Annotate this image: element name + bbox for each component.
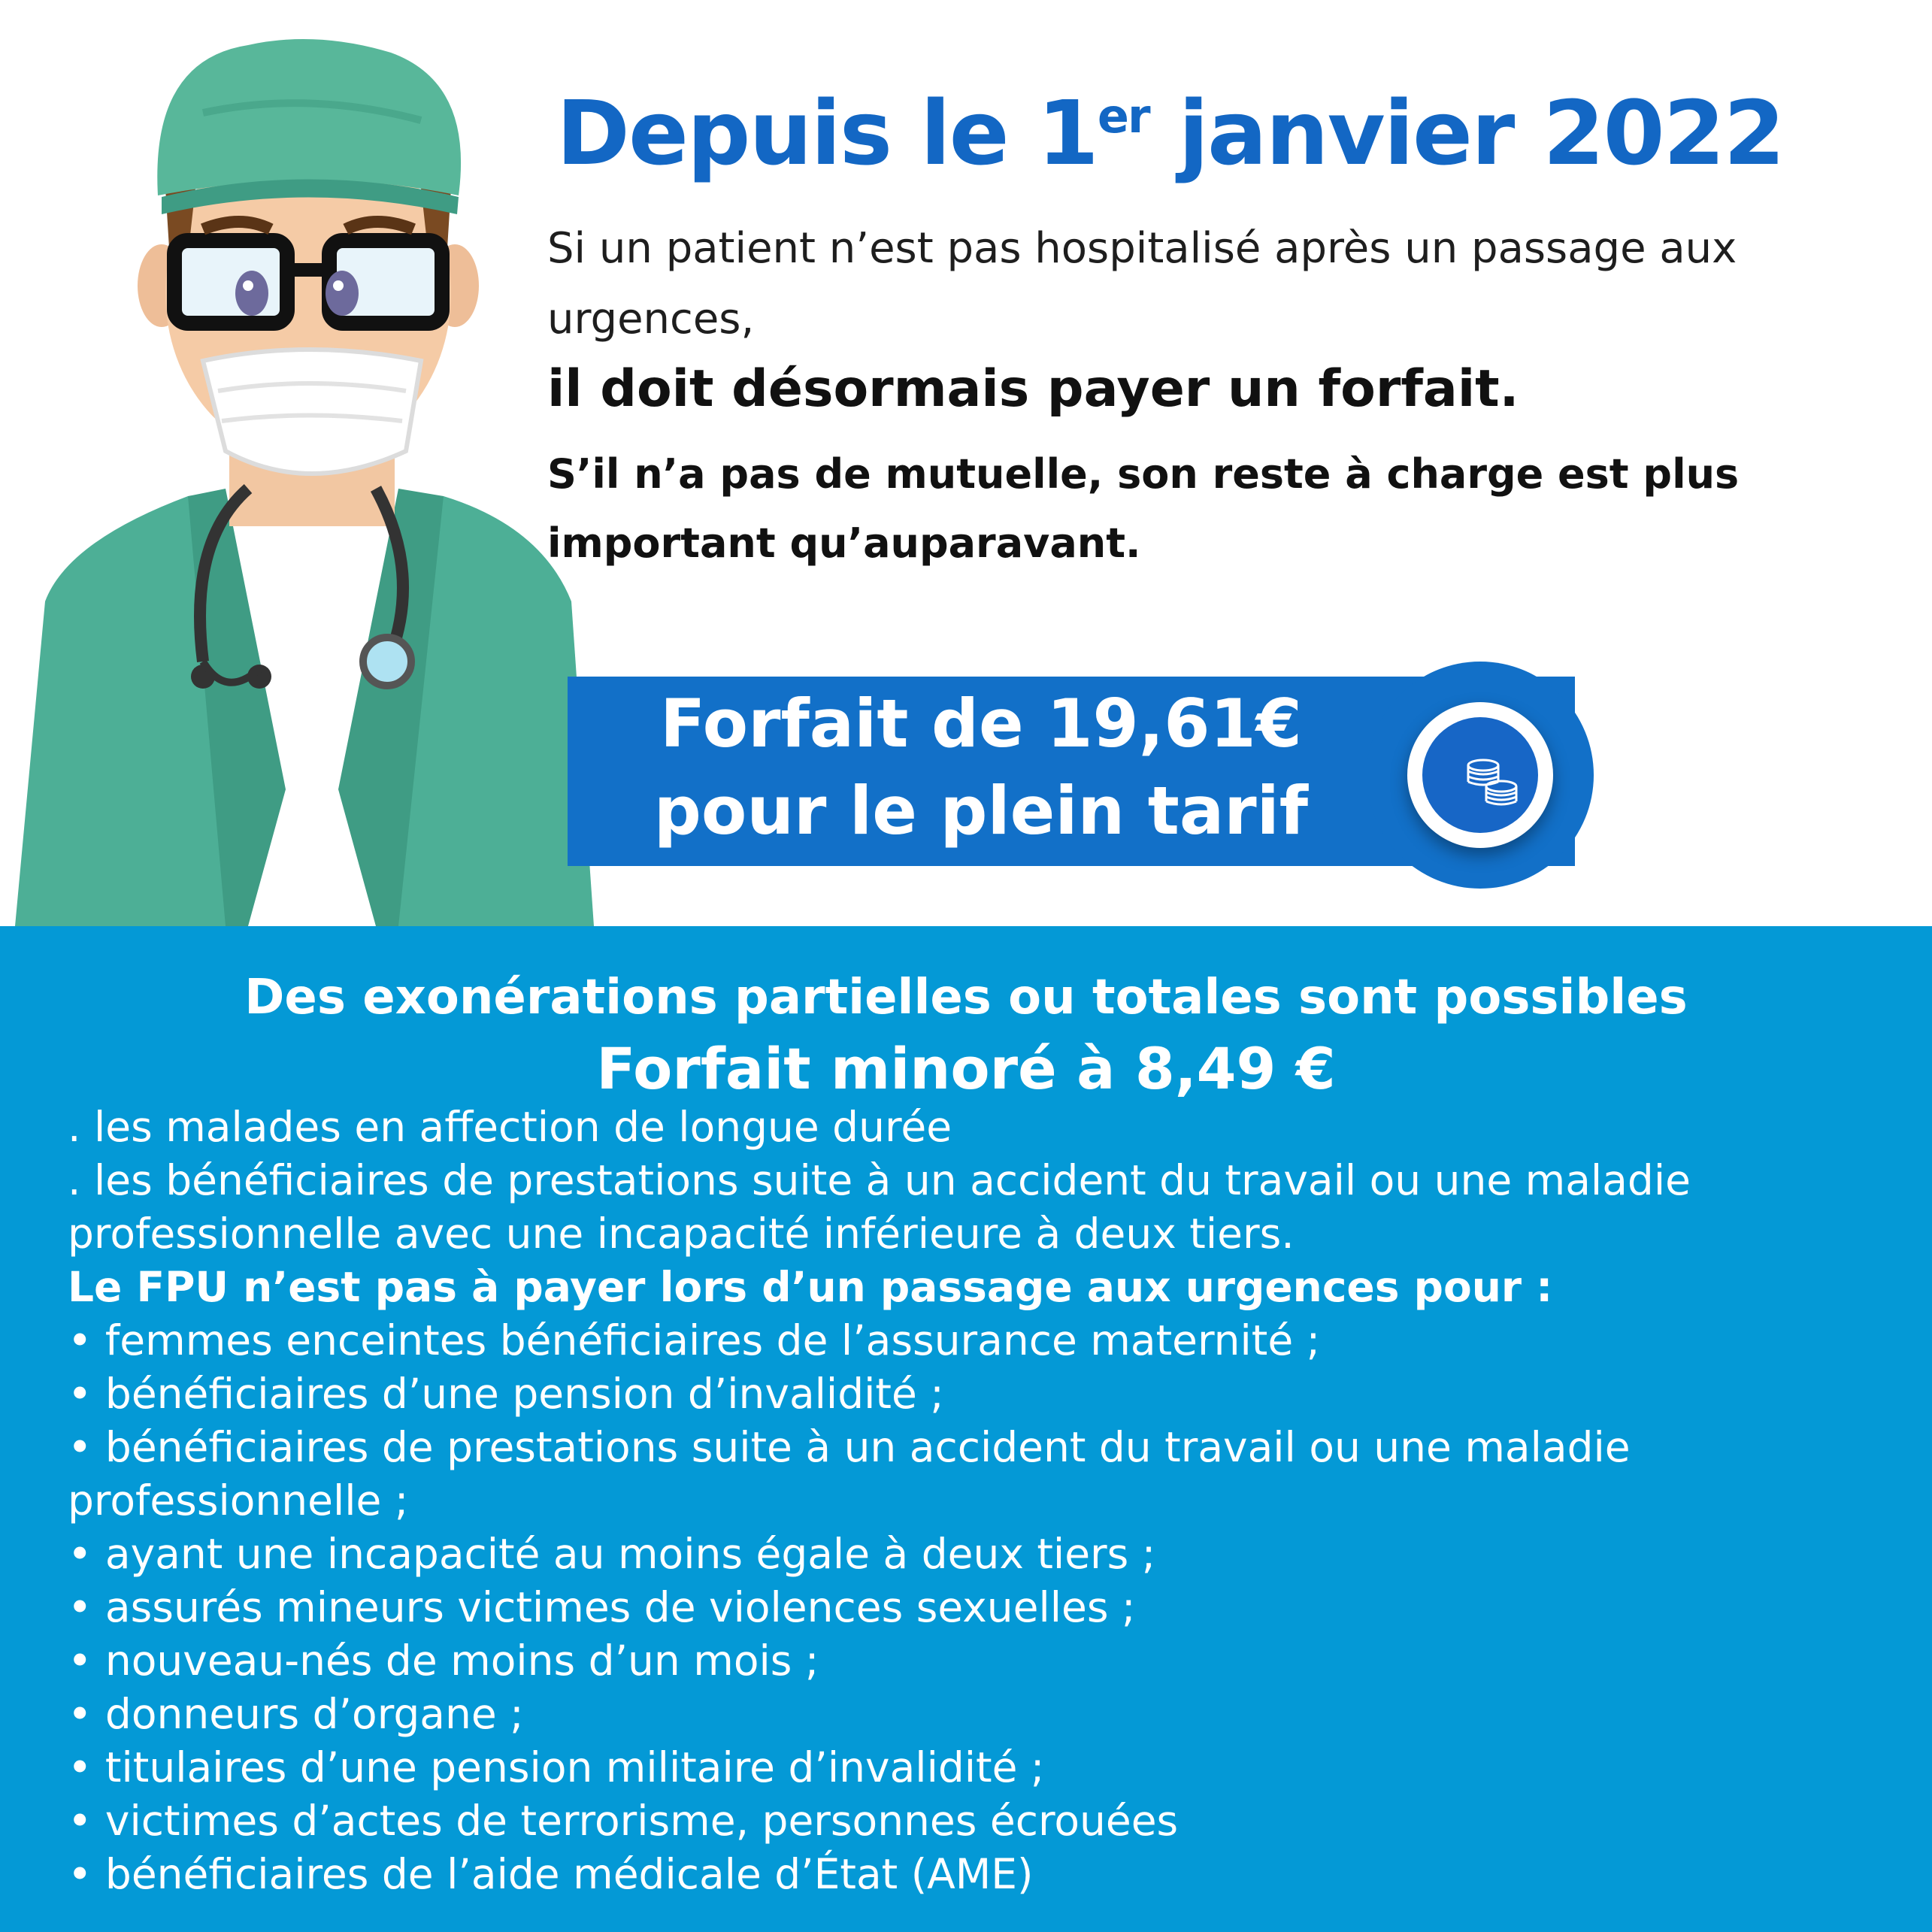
list-item: • donneurs d’organe ; bbox=[68, 1690, 524, 1738]
top-section bbox=[0, 0, 1932, 926]
fpu-heading: Le FPU n’est pas à payer lors d’un passage aux urgences pour : bbox=[68, 1263, 1553, 1311]
list-item: • assurés mineurs victimes de violences sexuelles ; bbox=[68, 1583, 1136, 1631]
coins-icon bbox=[1462, 752, 1522, 812]
price-banner-line1: Forfait de 19,61€ bbox=[660, 685, 1302, 762]
intro-text: Si un patient n’est pas hospitalisé après un passage aux urgences, bbox=[547, 224, 1737, 344]
intro-warning: S’il n’a pas de mutuelle, son reste à charge est plus important qu’auparavant. bbox=[547, 450, 1740, 567]
list-item: • femmes enceintes bénéficiaires de l’assurance maternité ; bbox=[68, 1316, 1321, 1364]
list-item: • bénéficiaires d’une pension d’invalidité ; bbox=[68, 1370, 944, 1418]
intro-strong-statement: il doit désormais payer un forfait. bbox=[547, 359, 1519, 419]
price-banner-line2: pour le plein tarif bbox=[653, 772, 1309, 849]
reduced-fee-heading: Forfait minoré à 8,49 € bbox=[596, 1035, 1336, 1102]
price-banner-text bbox=[620, 680, 1342, 855]
list-item: . les malades en affection de longue durée bbox=[68, 1103, 952, 1151]
list-item: • bénéficiaires de prestations suite à un accident du travail ou une maladie professionnelle ; bbox=[68, 1423, 1644, 1525]
page-title: Depuis le 1er janvier 2022 bbox=[556, 81, 1784, 185]
list-item: • nouveau-nés de moins d’un mois ; bbox=[68, 1637, 819, 1685]
list-item: • ayant une incapacité au moins égale à deux tiers ; bbox=[68, 1530, 1156, 1578]
list-item: • bénéficiaires de l’aide médicale d’État (AME) bbox=[68, 1850, 1034, 1898]
list-item: • titulaires d’une pension militaire d’invalidité ; bbox=[68, 1743, 1045, 1791]
list-item: . les bénéficiaires de prestations suite à un accident du travail ou une maladie professionnelle avec une incapacité inférieure à deux tiers. bbox=[68, 1156, 1704, 1258]
exemptions-section bbox=[0, 926, 1932, 1932]
doctor-illustration bbox=[0, 0, 616, 926]
exemptions-heading: Des exonérations partielles ou totales sont possibles bbox=[244, 970, 1688, 1025]
list-item: • victimes d’actes de terrorisme, personnes écrouées bbox=[68, 1797, 1179, 1845]
exemptions-list bbox=[68, 1101, 1887, 1901]
